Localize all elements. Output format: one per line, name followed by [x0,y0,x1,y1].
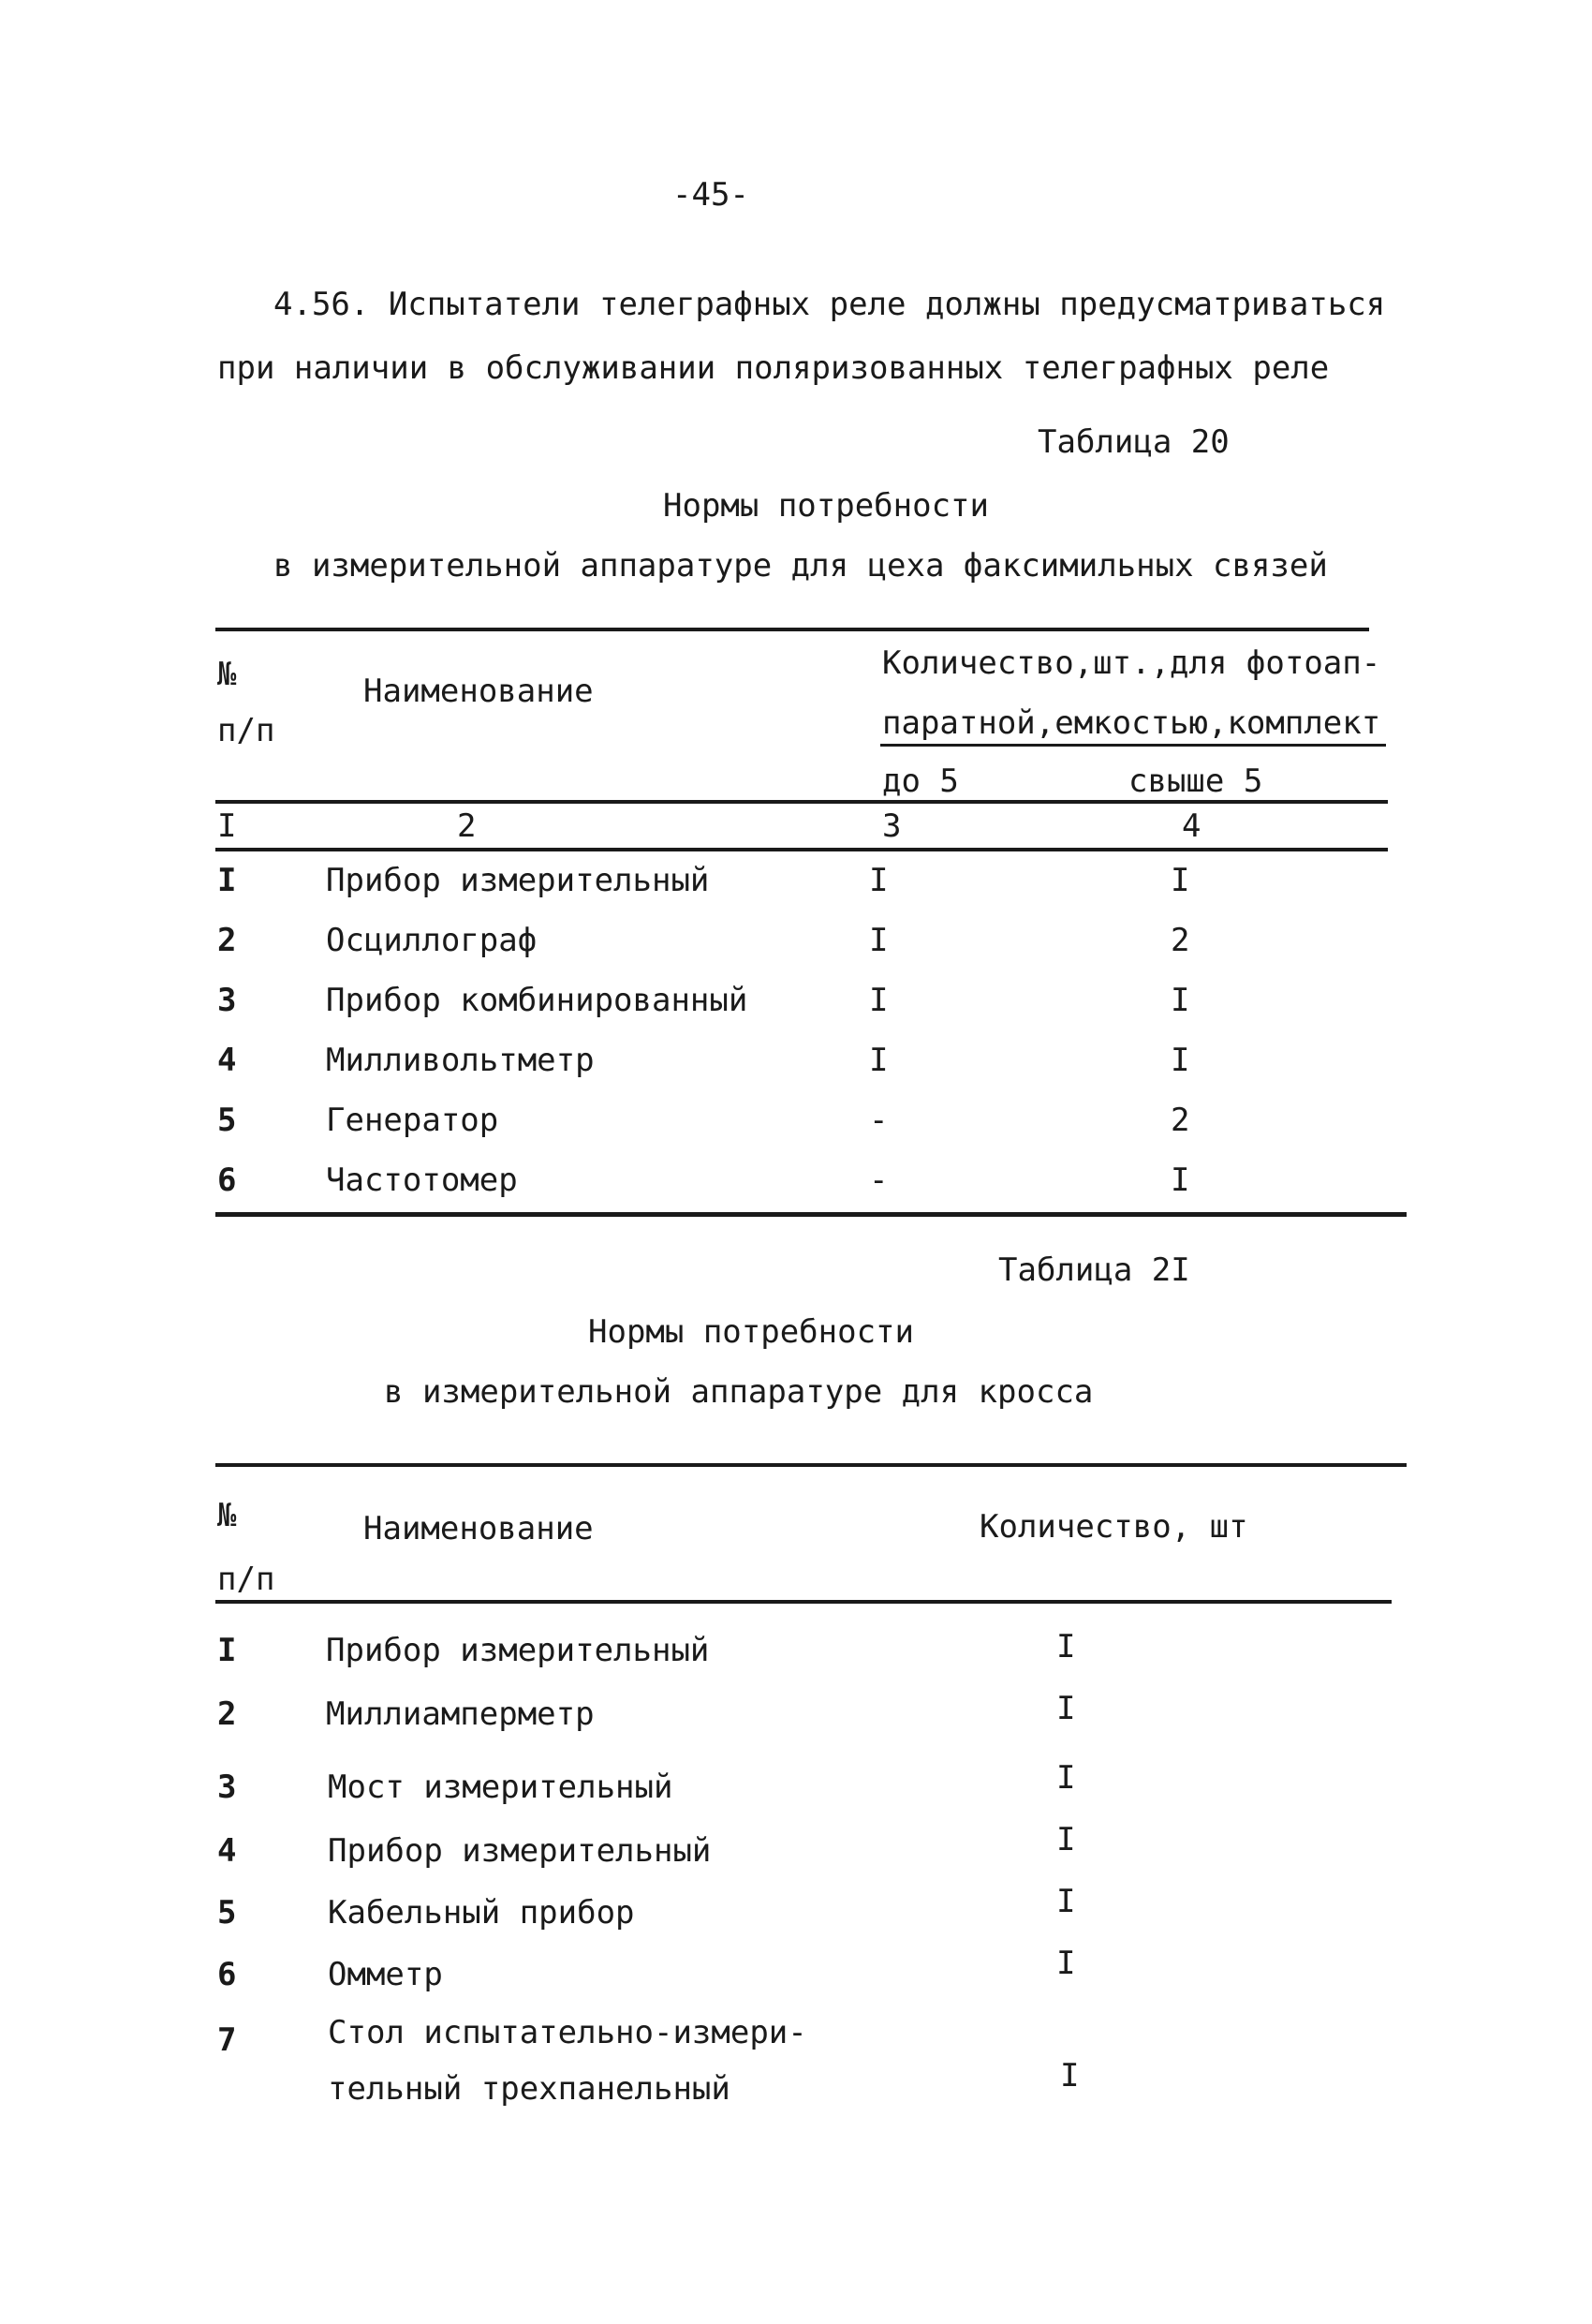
row-qty: I [1056,1690,1076,1727]
table21-header-name: Наименование [363,1510,594,1547]
table20-sub-a: до 5 [882,762,959,800]
table20-colnum-2: 2 [457,807,477,845]
row-qty-a: - [869,1102,889,1139]
table20-colnum-4: 4 [1182,807,1201,845]
row-qty-a: I [869,982,889,1019]
row-number: 2 [217,1695,237,1733]
row-qty-a: - [869,1162,889,1199]
row-name-line-2: тельный трехпанельный [328,2070,730,2108]
table21-title-2: в измерительной аппаратуре для кросса [384,1373,1094,1411]
row-name: Мост измерительный [328,1769,673,1806]
table20-header-rule [215,800,1388,804]
row-qty-b: I [1171,1162,1190,1199]
row-number: 5 [217,1894,237,1932]
row-name: Осциллограф [326,922,538,959]
row-number: 6 [217,1956,237,1993]
row-number: I [217,862,237,899]
table21-header-num-b: п/п [217,1561,275,1598]
table20-label: Таблица 20 [1038,423,1230,461]
row-qty-b: I [1171,862,1190,899]
row-qty: I [1056,1628,1076,1665]
table21-header-num-a: № [217,1497,237,1534]
row-name: Прибор измерительный [326,1632,710,1669]
row-qty: I [1056,1821,1076,1858]
table20-qty-underline [880,744,1386,747]
table20-header-qty-1: Количество,шт.,для фотоап- [882,644,1381,682]
row-qty-a: I [869,922,889,959]
table21-top-rule [215,1463,1407,1467]
table21-header-qty: Количество, шт [980,1508,1248,1546]
row-name: Прибор комбинированный [326,982,748,1019]
row-name: Миллиамперметр [326,1695,595,1733]
row-qty: I [1060,2057,1080,2095]
row-number: 4 [217,1832,237,1870]
row-number: 4 [217,1042,237,1079]
row-number: 2 [217,922,237,959]
table20-header-qty-2: паратной,емкостью,комплект [882,704,1381,742]
row-name: Генератор [326,1102,499,1139]
row-name: Кабельный прибор [328,1894,635,1932]
table21-title-1: Нормы потребности [588,1313,914,1351]
table21-header-rule [215,1600,1392,1604]
table20-title-1: Нормы потребности [663,487,989,525]
table20-colnum-3: 3 [882,807,902,845]
row-qty-b: I [1171,1042,1190,1079]
row-qty-b: 2 [1171,1102,1190,1139]
row-number: 3 [217,1769,237,1806]
row-number: I [217,1632,237,1669]
table20-sub-b: свыше 5 [1128,762,1263,800]
row-name: Прибор измерительный [326,862,710,899]
table21-label: Таблица 2I [998,1251,1190,1289]
intro-line-2: при наличии в обслуживании поляризованных телеграфных реле [217,349,1330,387]
row-number: 3 [217,982,237,1019]
row-qty: I [1056,1883,1076,1920]
row-name: Частотомер [326,1162,518,1199]
row-name: Милливольтметр [326,1042,595,1079]
row-number: 7 [217,2021,237,2059]
row-qty-b: I [1171,982,1190,1019]
table20-colnum-1: I [217,807,237,845]
table20-colnum-rule [215,848,1388,851]
row-number: 6 [217,1162,237,1199]
table20-top-rule [215,628,1369,631]
table20-header-num-a: № [217,656,237,693]
table20-title-2: в измерительной аппаратуре для цеха факсимильных связей [273,547,1328,585]
row-qty-b: 2 [1171,922,1190,959]
row-name-line-1: Стол испытательно-измери- [328,2014,807,2051]
page-number: -45- [672,176,749,214]
row-qty: I [1056,1759,1076,1797]
row-qty-a: I [869,1042,889,1079]
table20-header-num-b: п/п [217,712,275,749]
table20-bottom-rule [215,1212,1407,1217]
table20-header-name: Наименование [363,673,594,710]
row-qty: I [1056,1945,1076,1982]
row-number: 5 [217,1102,237,1139]
row-name: Прибор измерительный [328,1832,712,1870]
row-qty-a: I [869,862,889,899]
intro-line-1: 4.56. Испытатели телеграфных реле должны предусматриваться [273,286,1386,323]
row-name: Омметр [328,1956,443,1993]
